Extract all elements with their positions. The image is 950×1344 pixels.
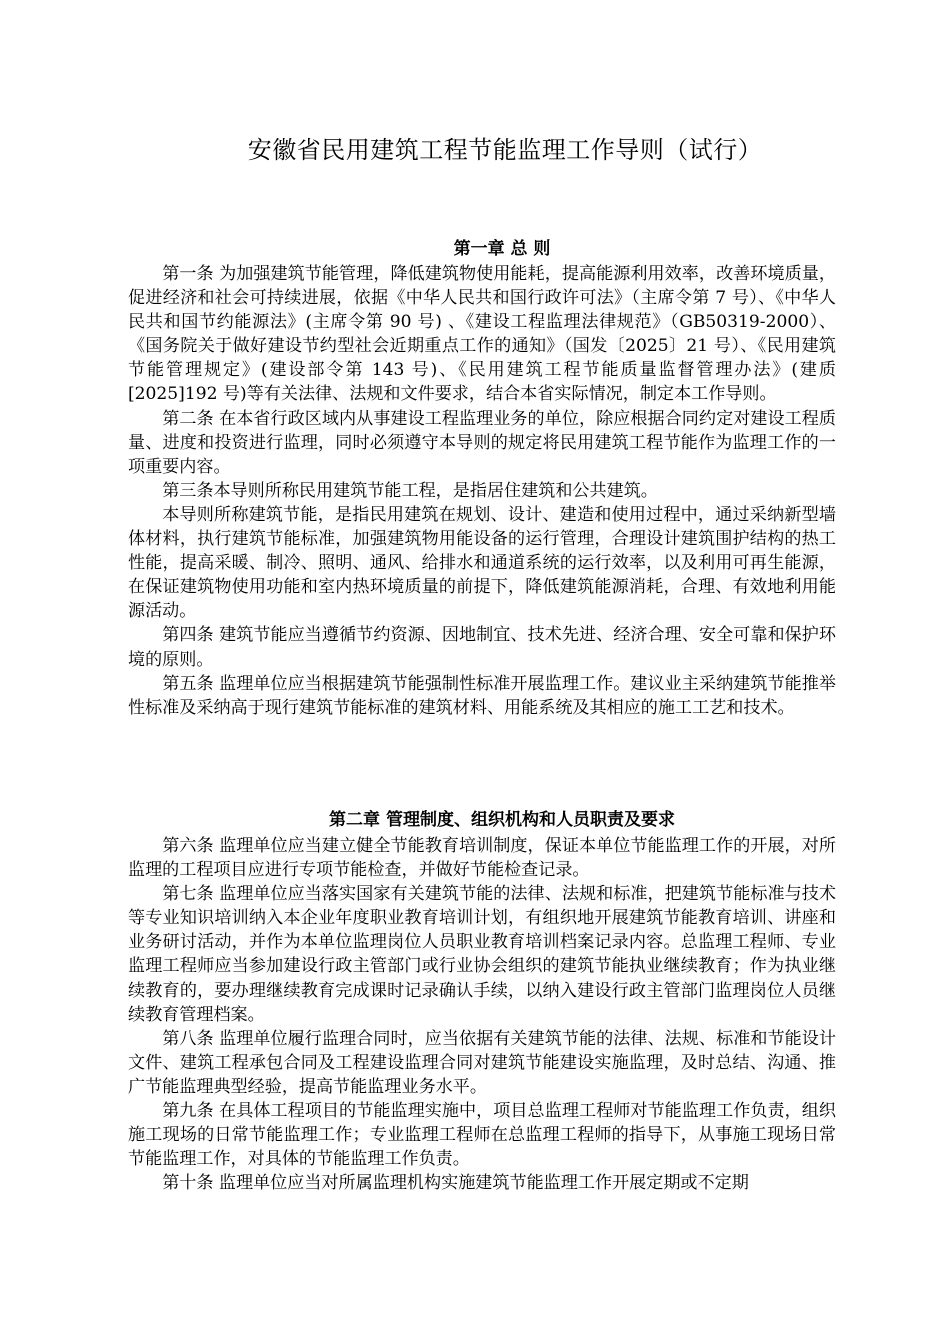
article-paragraph: 第七条 监理单位应当落实国家有关建筑节能的法律、法规和标准，把建筑节能标准与技术等专业知识培训纳入本企业年度职业教育培训计划，有组织地开展建筑节能教育培训、讲座和业务研讨活动，并作为本单位监理岗位人员职业教育培训档案记录内容。总监理工程师、专业监理工程师应当参加建设行政主管部门或行业协会组织的建筑节能执业继续教育；作为执业继续教育的，要办理继续教育完成课时记录确认手续，以纳入建设行政主管部门监理岗位人员继续教育管理档案。 [128, 884, 836, 1025]
article-paragraph: 第九条 在具体工程项目的节能监理实施中，项目总监理工程师对节能监理工作负责，组织施工现场的日常节能监理工作；专业监理工程师在总监理工程师的指导下，从事施工现场日常节能监理工作，对具体的节能监理工作负责。 [128, 1101, 836, 1170]
article-paragraph: 第六条 监理单位应当建立健全节能教育培训制度，保证本单位节能监理工作的开展，对所监理的工程项目应进行专项节能检查，并做好节能检查记录。 [128, 836, 836, 881]
chapter-heading: 第二章 管理制度、组织机构和人员职责及要求 [329, 810, 675, 830]
article-paragraph: 第八条 监理单位履行监理合同时，应当依据有关建筑节能的法律、法规、标准和节能设计文件、建筑工程承包合同及工程建设监理合同对建筑节能建设实施监理，及时总结、沟通、推广节能监理典型经验，提高节能监理业务水平。 [128, 1028, 836, 1097]
chapter-body [128, 262, 836, 720]
chapter-heading: 第一章 总 则 [453, 239, 551, 259]
chapter-body [128, 834, 836, 1195]
article-paragraph: 第三条本导则所称民用建筑节能工程，是指居住建筑和公共建筑。 [162, 480, 658, 501]
article-paragraph: 第五条 监理单位应当根据建筑节能强制性标准开展监理工作。建议业主采纳建筑节能推举性标准及采纳高于现行建筑节能标准的建筑材料、用能系统及其相应的施工工艺和技术。 [128, 673, 836, 718]
article-paragraph: 第二条 在本省行政区域内从事建设工程监理业务的单位，除应根据合同约定对建设工程质量、进度和投资进行监理，同时必须遵守本导则的规定将民用建筑工程节能作为监理工作的一项重要内容。 [128, 408, 836, 477]
article-paragraph: 第四条 建筑节能应当遵循节约资源、因地制宜、技术先进、经济合理、安全可靠和保护环境的原则。 [128, 625, 836, 670]
article-paragraph: 本导则所称建筑节能，是指民用建筑在规划、设计、建造和使用过程中，通过采纳新型墙体材料，执行建筑节能标准，加强建筑物用能设备的运行管理，合理设计建筑围护结构的热工性能，提高采暖、制冷、照明、通风、给排水和通道系统的运行效率，以及利用可再生能源，在保证建筑物使用功能和室内热环境质量的前提下，降低建筑能源消耗，合理、有效地利用能源活动。 [128, 504, 836, 622]
document-title: 安徽省民用建筑工程节能监理工作导则（试行） [247, 136, 763, 164]
article-paragraph: 第十条 监理单位应当对所属监理机构实施建筑节能监理工作开展定期或不定期 [162, 1173, 749, 1194]
article-paragraph: 第一条 为加强建筑节能管理，降低建筑物使用能耗，提高能源利用效率，改善环境质量，促进经济和社会可持续进展，依据《中华人民共和国行政许可法》（主席令第 7 号）、《中华人民共和国节约能源法》(主席令第 90 号) 、《建设工程监理法律规范》（GB50319-2000）、《国务院关于做好建设节约型社会近期重点工作的通知》（国发〔2025〕21 号）、《民用建筑节能管理规定》(建设部令第 143 号)、《民用建筑工程节能质量监督管理办法》(建质[2025]192 号)等有关法律、法规和文件要求，结合本省实际情况，制定本工作导则。 [128, 264, 836, 405]
